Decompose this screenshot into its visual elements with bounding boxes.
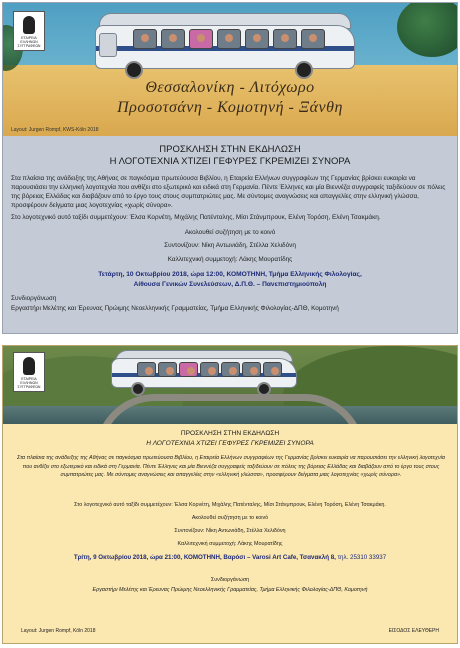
poster-komotini-varosi [2,345,458,644]
event-date-line-2: Αίθουσα Γενικών Συνελεύσεων, Δ.Π.Θ. – Πανεπιστημιούπολη [133,281,327,288]
co-organization-label: Συνδιοργάνωση [210,577,250,583]
vintage-bus-illustration [95,13,355,79]
bus-window [189,29,213,49]
artistic-participation-line: Καλλιτεχνική συμμετοχή: Λάκης Μουρατίδης [167,256,293,263]
intro-paragraph: Στα πλαίσια της ανάδειξης της Αθήνας σε παγκόσμια πρωτεύουσα Βιβλίου, η Εταιρεία Ελλήνων συγγραφέων της Γερμανίας βρίσκει ευκαιρία να παρουσιάσει την ελληνική λογοτεχνία που ανθίζει στο εξωτερικό και ειδικά στη Γερμανία. Πέντε Έλληνες και μία Βιεννέζα συγγραφείς ταξιδεύουν σε πόλεις της βόρειας Ελλάδας και διαβάζουν από το έργο τους στους συμπατριώτες μας. Με σύντομες αναγνώσεις και απαγγελίες στην «ελληνική γλώσσα», προσφέρουν δείγματα μιας λογοτεχνίας «χωρίς σύνορα». [17,455,445,479]
layout-credit: Layout: Jurgen Rompf, Köln 2018 [21,628,96,634]
layout-credit: Layout: Jurgen Rompf, KWS-Köln 2018 [11,127,99,133]
bus-wheel [257,382,271,396]
logo-text: ΕΤΑΙΡΕΙΑ ΕΛΛΗΝΩΝ ΣΥΓΓΡΑΦΕΩΝ [17,377,41,389]
bus-wheel [131,382,145,396]
event-date-line-1: Τετάρτη, 10 Οκτωβρίου 2018, ώρα 12:00, ΚΟΜΟΤΗΝΗ, Τμήμα Ελληνικής Φιλολογίας, [98,271,362,278]
event-title: Η ΛΟΓΟΤΕΧΝΙΑ ΧΤΙΖΕΙ ΓΕΦΥΡΕΣ ΓΚΡΕΜΙΖΕΙ ΣΥΝΟΡΑ [146,440,314,447]
stone-bridge-arch [95,394,365,424]
route-line-2: Προσοτσάνη - Κομοτηνή - Ξάνθη [117,99,343,116]
event-title: Η ΛΟΓΟΤΕΧΝΙΑ ΧΤΙΖΕΙ ΓΕΦΥΡΕΣ ΓΚΡΕΜΙΖΕΙ ΣΥΝΟΡΑ [109,156,351,167]
co-organization-text: Εργαστήρι Μελέτης και Έρευνας Πρώιμης Νεοελληνικής Γραμματείας, Τμήμα Ελληνικής Φιλολογίας-ΔΠΘ, Κομοτηνή [92,587,368,593]
bus-window [221,362,240,377]
bus-window [242,362,261,377]
society-logo [13,352,45,392]
coordinators-line: Συντονίζουν: Νίκη Αντωνιάδη, Στέλλα Χελιδόνη [164,242,296,249]
participants-line: Στο λογοτεχνικό αυτό ταξίδι συμμετέχουν: Έλσα Κορνέτη, Μιχάλης Πατένταλης, Μίσι Στάνμπρουκ, Ελένη Τορόση, Ελένη Τσακμάκη. [74,502,386,508]
intro-paragraph: Στα πλαίσια της ανάδειξης της Αθήνας σε παγκόσμια πρωτεύουσα Βιβλίου, η Εταιρεία Ελλήνων συγγραφέων της Γερμανίας βρίσκει ευκαιρία να παρουσιάσει την ελληνική λογοτεχνία που ανθίζει στο εξωτερικό και ειδικά στη Γερμανία. Πέντε Έλληνες και μία Βιεννέζα συγγραφείς ταξιδεύουν σε πόλεις της βόρειας Ελλάδας και διαβάζουν από το έργο τους στους συμπατριώτες μας. Με σύντομες αναγνώσεις και απαγγελίες στην ελληνική γλώσσα, προσφέρουν δείγματα μιας λογοτεχνίας «χωρίς σύνορα». [11,175,446,209]
discussion-line: Ακολουθεί συζήτηση με το κοινό [191,515,269,521]
bus-window [301,29,325,49]
event-date-venue: Τρίτη, 9 Οκτωβρίου 2018, ώρα 21:00, ΚΟΜΟΤΗΝΗ, Βαρόσι – Varosi Art Cafe, Τσανακλή 8, [73,554,336,561]
coordinators-line: Συντονίζουν: Νίκη Αντωνιάδη, Στέλλα Χελιδόνη [174,528,286,534]
participants-line: Στο λογοτεχνικό αυτό ταξίδι συμμετέχουν: Έλσα Κορνέτη, Μιχάλης Πατένταλης, Μίσι Στάνμπρουκ, Ελένη Τορόση, Ελένη Τσακμάκη. [11,214,381,221]
discussion-line: Ακολουθεί συζήτηση με το κοινό [184,229,276,236]
event-date-line [3,554,457,561]
bus-window [200,362,219,377]
event-phone: τηλ. 25310 33937 [337,554,387,561]
co-organization-label: Συνδιοργάνωση [11,295,57,302]
bus-window [263,362,282,377]
society-logo [13,11,45,51]
bus-window [245,29,269,49]
bus-window [217,29,241,49]
artistic-participation-line: Καλλιτεχνική συμμετοχή: Λάκης Μουρατίδης [177,541,283,547]
logo-text: ΕΤΑΙΡΕΙΑ ΕΛΛΗΝΩΝ ΣΥΓΓΡΑΦΕΩΝ [17,36,41,48]
bus-window [161,29,185,49]
bus-window [133,29,157,49]
invitation-title: ΠΡΟΣΚΛΗΣΗ ΣΤΗΝ ΕΚΔΗΛΩΣΗ [159,144,301,155]
bus-window [179,362,198,377]
route-line-1: Θεσσαλονίκη - Λιτόχωρο [145,79,315,96]
poster-banner-image [3,3,457,136]
co-organization-text: Εργαστήρι Μελέτης και Έρευνας Πρώιμης Νεοελληνικής Γραμματείας, Τμήμα Ελληνικής Φιλολογίας-ΔΠΘ, Κομοτηνή [11,305,339,312]
poster-komotini-university [2,2,458,334]
bus-wheel [295,61,313,79]
free-entry-notice: ΕΙΣΟΔΟΣ ΕΛΕΥΘΕΡΗ [388,628,439,634]
bus-front [99,33,117,57]
poster-banner-image [3,346,457,424]
bus-window [137,362,156,377]
figure-icon [23,357,35,375]
bus-wheel [125,61,143,79]
invitation-title: ΠΡΟΣΚΛΗΣΗ ΣΤΗΝ ΕΚΔΗΛΩΣΗ [180,430,280,437]
bus-window [273,29,297,49]
figure-icon [23,16,35,34]
bus-window [158,362,177,377]
vintage-bus-illustration [111,350,297,396]
